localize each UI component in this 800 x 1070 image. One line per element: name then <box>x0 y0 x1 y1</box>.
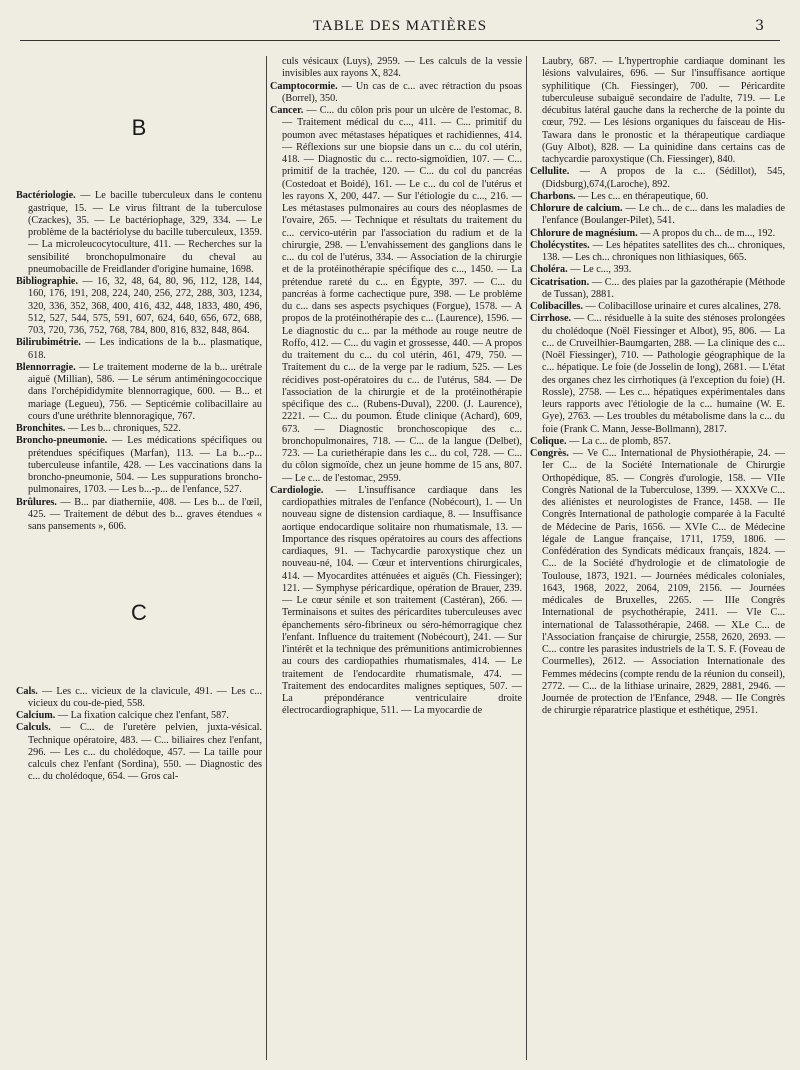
entry-term: Broncho-pneumonie. <box>16 435 108 447</box>
entry-term: Choléra. <box>530 264 568 276</box>
index-entry <box>270 105 522 485</box>
index-entry <box>530 203 785 228</box>
entry-references: — C... du côlon pris pour un ulcère de l'estomac, 8. — Traitement médical du c..., 411. — C... primitif du poumon avec métastases hépatiques et rachidiennes, 414. — Réflexions sur une biopsie dans un c... du col utérin, 418. — Diagnostic du c... recto-sigmoïdien, 107. — C... primitif de la trachée, 120. — C... du col du pancréas (Costedoat et Boidé), 161. — Le c... du col de l'utérus et les rayons X, 200, 447. — Sur l'étiologie du c..., 216. — Les métastases pulmonaires au cours des néoplasmes de l'ovaire, 265. — Technique et résultats du traitement du c... cervico-utérin par l'association du radium et de la chirurgie, 298. — L'envahissement des ganglions dans le c... du col de l'utérus, 334. — Association de la chirurgie et de la protéinothérapie spécifique des c..., 1450. — La prétendue rareté du c... en Égypte, 397. — C... du pancréas à forme cachectique pure, 398. — Le problème du c... dans ses aspects psychiques (Forgue), 1578. — A propos de la protéinothérapie des c... (Laurence), 1596. — Le diagnostic du c... par la méthode au rouge neutre de Roffo, 412. — C... du vagin et grossesse, 440. — A propos du traitement du c... du col utérin, 461, 479, 750. — Traitement du c... de la verge par le radium, 525. — Les récidives post-opératoires du c... de l'utérus, 584. — De l'association de la chirurgie et de la protéinothérapie spécifique des c... (Rubens-Duval), 2200. (J. Laurence), 2221. — C... du poumon. Étude clinique (Achard), 609, 673. — Diagnostic bronchoscopique des c... bronchopulmonaires, 718. — C... de la langue (Delbet), 723. — La curiethérapie dans les c... du col, 728. — C... du côlon sigmoïde, chez un jeune homme de 15 ans, 807. — Le c... de l'estomac, 2959. <box>282 105 522 484</box>
entry-continuation: Laubry, 687. — L'hypertrophie cardiaque dominant les lésions valvulaires, 696. — Sur l'insuffisance aortique syphilitique (Ch. Fiessinger), 700. — Péricardite tuberculeuse subaiguë secondaire de l'adulte, 719. — Le décubitus latéral gauche dans la recherche de la pointe du cœur, 792. — Les lésions organiques du faisceau de His-Tawara dans le pronostic et la thérapeutique cardiaque (Guy Albot), 828. — La quinidine dans certains cas de tachycardie paroxystique (Ch. Fiessinger), 840. <box>542 56 785 165</box>
index-column-1 <box>16 56 262 1060</box>
entry-references: — B... par diatherniie, 408. — Les b... de l'œil, 425. — Traitement de début des b... graves étendues « sans pansements », 606. <box>28 496 262 532</box>
entry-references: — Les médications spécifiques ou prétendues spécifiques (Marfan), 113. — La b...-p... tuberculeuse infantile, 428. — Les vaccinations dans la broncho-pneumonie, 504. — Les suppurations broncho-pulmonaires, 1703. — Les b...-p... de l'enfance, 527. <box>28 435 262 496</box>
entry-references: — Les c... en thérapeutique, 60. <box>575 190 709 202</box>
entry-references: — Colibacillose urinaire et cures alcalines, 278. <box>582 301 782 312</box>
index-entry <box>16 722 262 783</box>
index-entry <box>270 81 522 106</box>
page-number: 3 <box>755 18 764 34</box>
entry-references: — C... résiduelle à la suite des sténoses prolongées du cholédoque (Noël Fiessinger et Albot), 95, 806. — La c... de Cruveilhier-Baumgarten, 288. — La clinique des c... (Noël Fiessinger), 710. — Pathologie géographique de la c... hépatique. Le foie (de Josselin de Iong), 2681. — L'état des organes chez les cirrhotiques (à l'exception du foie) (H. Rossle), 2758. — Les c... hépatiques expérimentales dans leurs rapports avec l'étiologie de la c... humaine (W. E. Gye), 2763. — Les troubles du métabolisme dans la c... du foie (Frank C. Mann, Jesse-Bollmann), 2817. <box>542 313 785 435</box>
index-entries-c <box>16 686 262 784</box>
entry-term: Cancer. <box>270 105 304 116</box>
entry-term: Charbons. <box>530 190 576 202</box>
entry-term: Cardiologie. <box>270 484 324 496</box>
entry-term: Chlorure de magnésium. <box>530 227 638 239</box>
index-entry <box>16 337 262 362</box>
entry-term: Congrès. <box>530 448 569 459</box>
entry-references: — Les b... chroniques, 522. <box>65 423 181 434</box>
entry-term: Cirrhose. <box>530 313 572 325</box>
letter-heading-c: C <box>131 600 147 626</box>
column-divider <box>526 56 527 1060</box>
entry-term: Chlorure de calcium. <box>530 203 623 214</box>
index-entry <box>530 228 785 240</box>
entry-references: — A propos de la c... (Sédillot), 545,(Didsburg),674,(Laroche), 892. <box>542 166 785 190</box>
entry-references: — Les hépatites satellites des ch... chroniques, 138. — Les ch... chroniques non lithiasiques, 665. <box>542 239 785 263</box>
entry-references: — Les c... vicieux de la clavicule, 491. — Les c... vicieux du cou-de-pied, 558. <box>28 685 262 709</box>
entry-term: Bactériologie. <box>16 190 76 202</box>
entry-term: Camptocormie. <box>270 80 338 92</box>
entry-references: — C... de l'uretère pelvien, juxta-vésical. Technique opératoire, 483. — C... biliaires chez l'enfant, 296. — Les c... du cholédoque, 457. — La taille pour calculs chez l'enfant (Sordina), 550. — Diagnostic des c... du cholédoque, 654. — Gros cal- <box>28 722 262 783</box>
index-entry <box>16 686 262 711</box>
entry-references: — Le bacille tuberculeux dans le contenu gastrique, 15. — Le virus filtrant de la tuberculose (Czackes), 35. — Le bactériophage, 329, 334. — Le problème de la bactériolyse du bacille tuberculeux, 1359. — La microleucocytoculture, 411. — Recherches sur la sensibilité bronchopulmonaire du cheval au pneumobacille de Freidlander d'origine humaine, 1698. <box>28 190 262 275</box>
index-entry <box>530 191 785 203</box>
entry-references: — L'insuffisance cardiaque dans les cardiopathies mitrales de l'enfance (Nobécourt), 1. — Un nouveau signe de distension cardiaque, 8. — Insuffisance aortique endocardique solitaire non rhumatismale, 13. — Importance des risques opératoires au cours des affections cardiaques, 91. — Tachycardie paroxystique chez un nouveau-né, 104. — Cœur et interventions chirurgicales, 414. — Myocardites atténuées et aiguës (Ch. Fiessinger); 121. — Symphyse péricardique, opération de Brauer, 239. — Le cœur sénile et son traitement (Castéran), 266. — Terminaisons et suites des péricardites tuberculeuses avec épanchements séro-fibrineux ou séro-hémorragique chez l'enfant. Influence du traitement (Nobécourt), 241. — Sur l'intérêt et la technique des prémunitions antimicrobiennes au cours des cardiopathies rhumatismales, 414. — Le traitement de l'endocardite rhumatismale, 474. — Traitement des endocardites malignes septiques, 507. — La prépondérance ventriculaire droite électrocardiographique, 511. — La myocardie de <box>282 484 522 717</box>
index-entry <box>16 497 262 534</box>
entry-references: — La fixation calcique chez l'enfant, 587. <box>55 710 229 721</box>
entry-term: Cicatrisation. <box>530 276 590 288</box>
index-entry <box>16 435 262 496</box>
index-entry <box>16 710 262 722</box>
index-entry <box>270 485 522 718</box>
entry-references: — Ve C... International de Physiothérapie, 24. — Ier C... de la Société Internationale de Chirurgie Orthopédique, 85. — Congrès d'urologie, 158. — VIIe Congrès National de la Tuberculose, 1399. — XXXVe C... des aliénistes et neurologistes de France, 1458. — IIe Congrès International de pathologie comparée à la Faculté de Médecine de Paris, 1656. — XVIe C... de Médecine légale de Langue française, 1711, 1759, 1806. — Confédération des Syndicats médicaux français, 1824. — C... de la Société d'hydrologie et de climatologie de Toulouse, 1873, 1921. — Journées médicales coloniales, 1643, 1968, 2022, 2064, 2109, 2156. — Journées médicales de Bruxelles, 2265. — IIIe Congrès International de psychothérapie, 2411. — VIe C... international de Talassothérapie, 2468. — XLe C... de l'Association française de chirurgie, 2558, 2620, 2693. — C... contre les parasites industriels de la T. S. F. (Foveau de Courmelles), 2612. — Association Internationale des Femmes médecins (compte rendu de la réunion du conseil), 2772. — C... de la lithiase urinaire, 2829, 2881, 2946. — Journée de protection de l'Enfance, 2948. — IIe Congrès de chirurgie réparatrice plastique et esthétique, 2951. <box>542 448 785 717</box>
entry-continuation: culs vésicaux (Luys), 2959. — Les calculs de la vessie invisibles aux rayons X, 824. <box>282 56 522 80</box>
entry-references: — 16, 32, 48, 64, 80, 96, 112, 128, 144, 160, 176, 191, 208, 224, 240, 256, 272, 288, 303, 1234, 320, 336, 352, 368, 400, 416, 432, 448, 1833, 480, 496, 512, 527, 544, 575, 591, 607, 624, 640, 656, 672, 688, 703, 720, 736, 752, 768, 784, 800, 816, 832, 848, 864. <box>28 276 262 336</box>
index-entry <box>16 190 262 276</box>
column-divider <box>266 56 267 1060</box>
index-entry <box>16 276 262 337</box>
entry-term: Bronchites. <box>16 423 66 434</box>
entry-references: — Un cas de c... avec rétraction du psoas (Borrel), 350. <box>282 80 522 104</box>
index-entry <box>530 264 785 276</box>
entry-term: Cals. <box>16 685 38 697</box>
entry-references: — C... des plaies par la gazothérapie (Méthode de Tussan), 2881. <box>542 276 785 300</box>
entry-references: — Le ch... de c... dans les maladies de l'enfance (Boulanger-Pilet), 541. <box>542 203 785 227</box>
index-entries <box>270 81 522 718</box>
index-entry <box>530 436 785 448</box>
entry-term: Bilirubimétrie. <box>16 337 81 349</box>
index-entry <box>530 313 785 436</box>
index-entry <box>530 448 785 718</box>
entry-references: — Le c..., 393. <box>567 264 632 276</box>
index-entries <box>530 166 785 717</box>
entry-term: Colique. <box>530 435 567 447</box>
page-title: TABLE DES MATIÈRES <box>312 18 488 34</box>
index-column-2 <box>270 56 522 1060</box>
entry-term: Cholécystites. <box>530 239 590 251</box>
index-entry <box>530 240 785 265</box>
index-entries-b <box>16 190 262 533</box>
entry-term: Calcium. <box>16 710 56 721</box>
entry-references: — La c... de plomb, 857. <box>566 435 671 447</box>
index-column-3 <box>530 56 785 1060</box>
entry-term: Calculs. <box>16 722 51 734</box>
index-entry <box>16 423 262 435</box>
entry-term: Cellulite. <box>530 166 570 178</box>
entry-references: — Les indications de la b... plasmatique, 618. <box>28 337 262 361</box>
letter-heading-b: B <box>131 115 147 140</box>
index-entry <box>530 166 785 191</box>
entry-term: Blennorragie. <box>16 361 76 373</box>
entry-references: — Le traitement moderne de la b... urétrale aiguë (Millian), 586. — Le sérum antiméningococcique dans l'orchépididymite blennorragique, 600. — B... et mariage (Legueu), 756. — Septicémie colibacillaire au cours d'une uréthrite blennoragique, 767. <box>28 361 262 422</box>
index-entry <box>530 277 785 302</box>
index-entry <box>16 362 262 423</box>
entry-references: — A propos du ch... de m..., 192. <box>637 227 776 239</box>
entry-term: Colibacilles. <box>530 301 583 312</box>
index-entry <box>530 301 785 313</box>
entry-term: Bibliographie. <box>16 276 78 287</box>
entry-term: Brûlures. <box>16 496 57 508</box>
page-header <box>20 18 780 41</box>
